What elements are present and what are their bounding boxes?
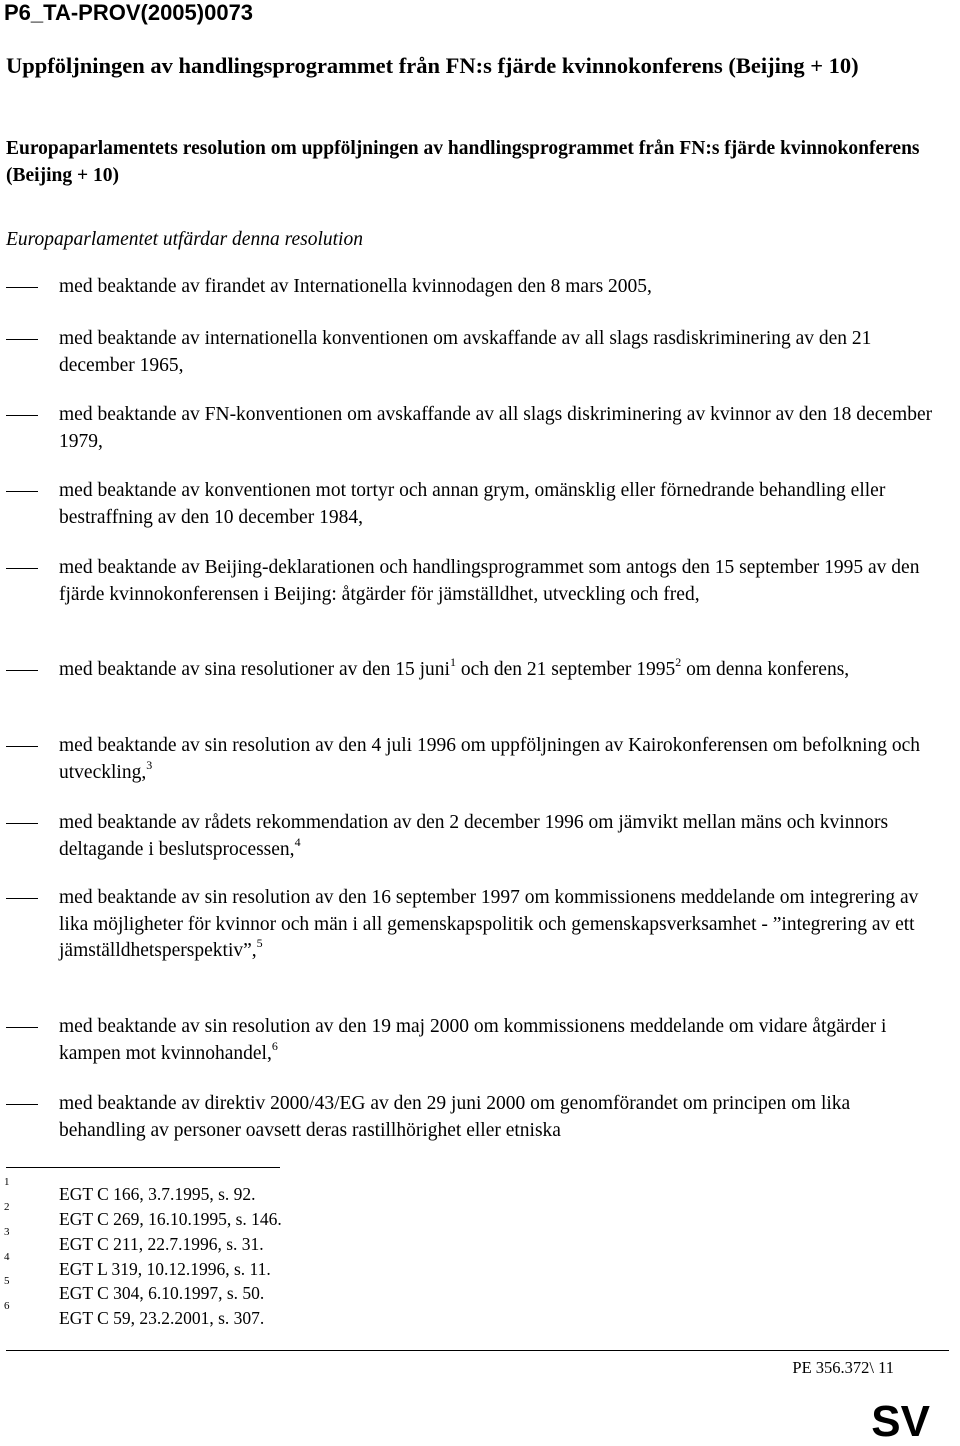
dash-bullet xyxy=(6,657,38,683)
dash-bullet xyxy=(6,733,38,759)
footer-separator xyxy=(6,1350,949,1351)
footnote-text: EGT C 211, 22.7.1996, s. 31. xyxy=(59,1234,264,1254)
recital-text-part: om denna konferens, xyxy=(681,659,850,680)
footnote-text: EGT C 166, 3.7.1995, s. 92. xyxy=(59,1184,256,1204)
dash-bullet xyxy=(6,326,38,352)
recital-text xyxy=(59,657,939,684)
recital-text: med beaktande av konventionen mot tortyr och annan grym, omänsklig eller förnedrande behandling eller bestraffning av den 10 december 1984, xyxy=(59,480,886,528)
recital-text-part: med beaktande av sina resolutioner av den 15 juni xyxy=(59,659,450,680)
recital-text: med beaktande av firandet av Internationella kvinnodagen den 8 mars 2005, xyxy=(59,276,652,297)
recital-text: med beaktande av Beijing-deklarationen och handlingsprogrammet som antogs den 15 september 1995 av den fjärde kvinnokonferensen i Beijing: åtgärder för jämställdhet, utveckling och fred, xyxy=(59,557,920,605)
footnote-ref: 4 xyxy=(294,834,301,849)
page-reference: PE 356.372\ 11 xyxy=(792,1358,894,1377)
footnote-number: 6 xyxy=(4,1300,10,1312)
footnote-text: EGT C 304, 6.10.1997, s. 50. xyxy=(59,1283,265,1303)
footnote xyxy=(0,1176,600,1207)
footnote-number: 5 xyxy=(4,1275,10,1287)
footnote-ref: 6 xyxy=(271,1038,278,1053)
recital-text: med beaktande av direktiv 2000/43/EG av den 29 juni 2000 om genomförandet om principen om lika behandling av personer oavsett deras rastillhörighet eller etniska xyxy=(59,1093,851,1141)
footnote xyxy=(0,1251,600,1282)
footnote-ref: 5 xyxy=(256,936,263,950)
footnote-text: EGT C 59, 23.2.2001, s. 307. xyxy=(59,1308,265,1328)
dash-bullet xyxy=(6,1091,38,1117)
footnote-ref: 2 xyxy=(675,655,682,669)
dash-bullet xyxy=(6,402,38,428)
intro-line: Europaparlamentet utfärdar denna resolution xyxy=(6,229,363,250)
footnote-ref: 3 xyxy=(146,757,153,772)
footnote-text: EGT C 269, 16.10.1995, s. 146. xyxy=(59,1209,282,1229)
document-reference: P6_TA-PROV(2005)0073 xyxy=(4,0,254,25)
recital-text-part: med beaktande av rådets rekommendation av den 2 december 1996 om jämvikt mellan mäns och kvinnors deltagande i beslutsprocessen, xyxy=(59,812,889,860)
recital-text xyxy=(59,810,939,863)
recital-text-part: med beaktande av sin resolution av den 4 juli 1996 om uppföljningen av Kairokonferensen om befolkning och utveckling, xyxy=(59,735,921,783)
footnote-ref: 1 xyxy=(449,655,456,669)
footnote xyxy=(0,1300,600,1331)
recital-text-part: med beaktande av sin resolution av den 16 september 1997 om kommissionens meddelande om integrering av lika möjligheter för kvinnor och män i all gemenskapspolitik och gemenskapsverksamhet - ”integrering av ett jämställdhetsperspektiv”, xyxy=(59,887,919,961)
footnote-number: 2 xyxy=(4,1201,10,1213)
dash-bullet xyxy=(6,555,38,581)
recital-text xyxy=(59,1014,939,1067)
recital-text: med beaktande av internationella konventionen om avskaffande av all slags rasdiskriminering av den 21 december 1965, xyxy=(59,328,872,376)
recital-text xyxy=(59,885,939,965)
recital-text: med beaktande av FN-konventionen om avskaffande av all slags diskriminering av kvinnor av den 18 december 1979, xyxy=(59,404,933,452)
footnote-number: 3 xyxy=(4,1226,10,1238)
recital-text-part: och den 21 september 1995 xyxy=(455,659,676,680)
footnote xyxy=(0,1226,600,1257)
dash-bullet xyxy=(6,478,38,504)
dash-bullet xyxy=(6,1014,38,1040)
footnote-number: 1 xyxy=(4,1176,10,1188)
recital-text xyxy=(59,733,939,786)
language-code: SV xyxy=(871,1397,930,1446)
dash-bullet xyxy=(6,885,38,911)
footnote-number: 4 xyxy=(4,1251,10,1263)
footnote xyxy=(0,1201,600,1232)
dash-bullet xyxy=(6,274,38,300)
footnote xyxy=(0,1275,600,1306)
recital-text-part: med beaktande av sin resolution av den 19 maj 2000 om kommissionens meddelande om vidare åtgärder i kampen mot kvinnohandel, xyxy=(59,1016,887,1064)
resolution-subtitle: Europaparlamentets resolution om uppföljningen av handlingsprogrammet från FN:s fjärde kvinnokonferens (Beijing + 10) xyxy=(6,138,920,186)
dash-bullet xyxy=(6,810,38,836)
document-title: Uppföljningen av handlingsprogrammet från FN:s fjärde kvinnokonferens (Beijing + 10) xyxy=(6,53,859,78)
footnote-separator xyxy=(6,1167,280,1168)
footnote-text: EGT L 319, 10.12.1996, s. 11. xyxy=(59,1259,271,1279)
